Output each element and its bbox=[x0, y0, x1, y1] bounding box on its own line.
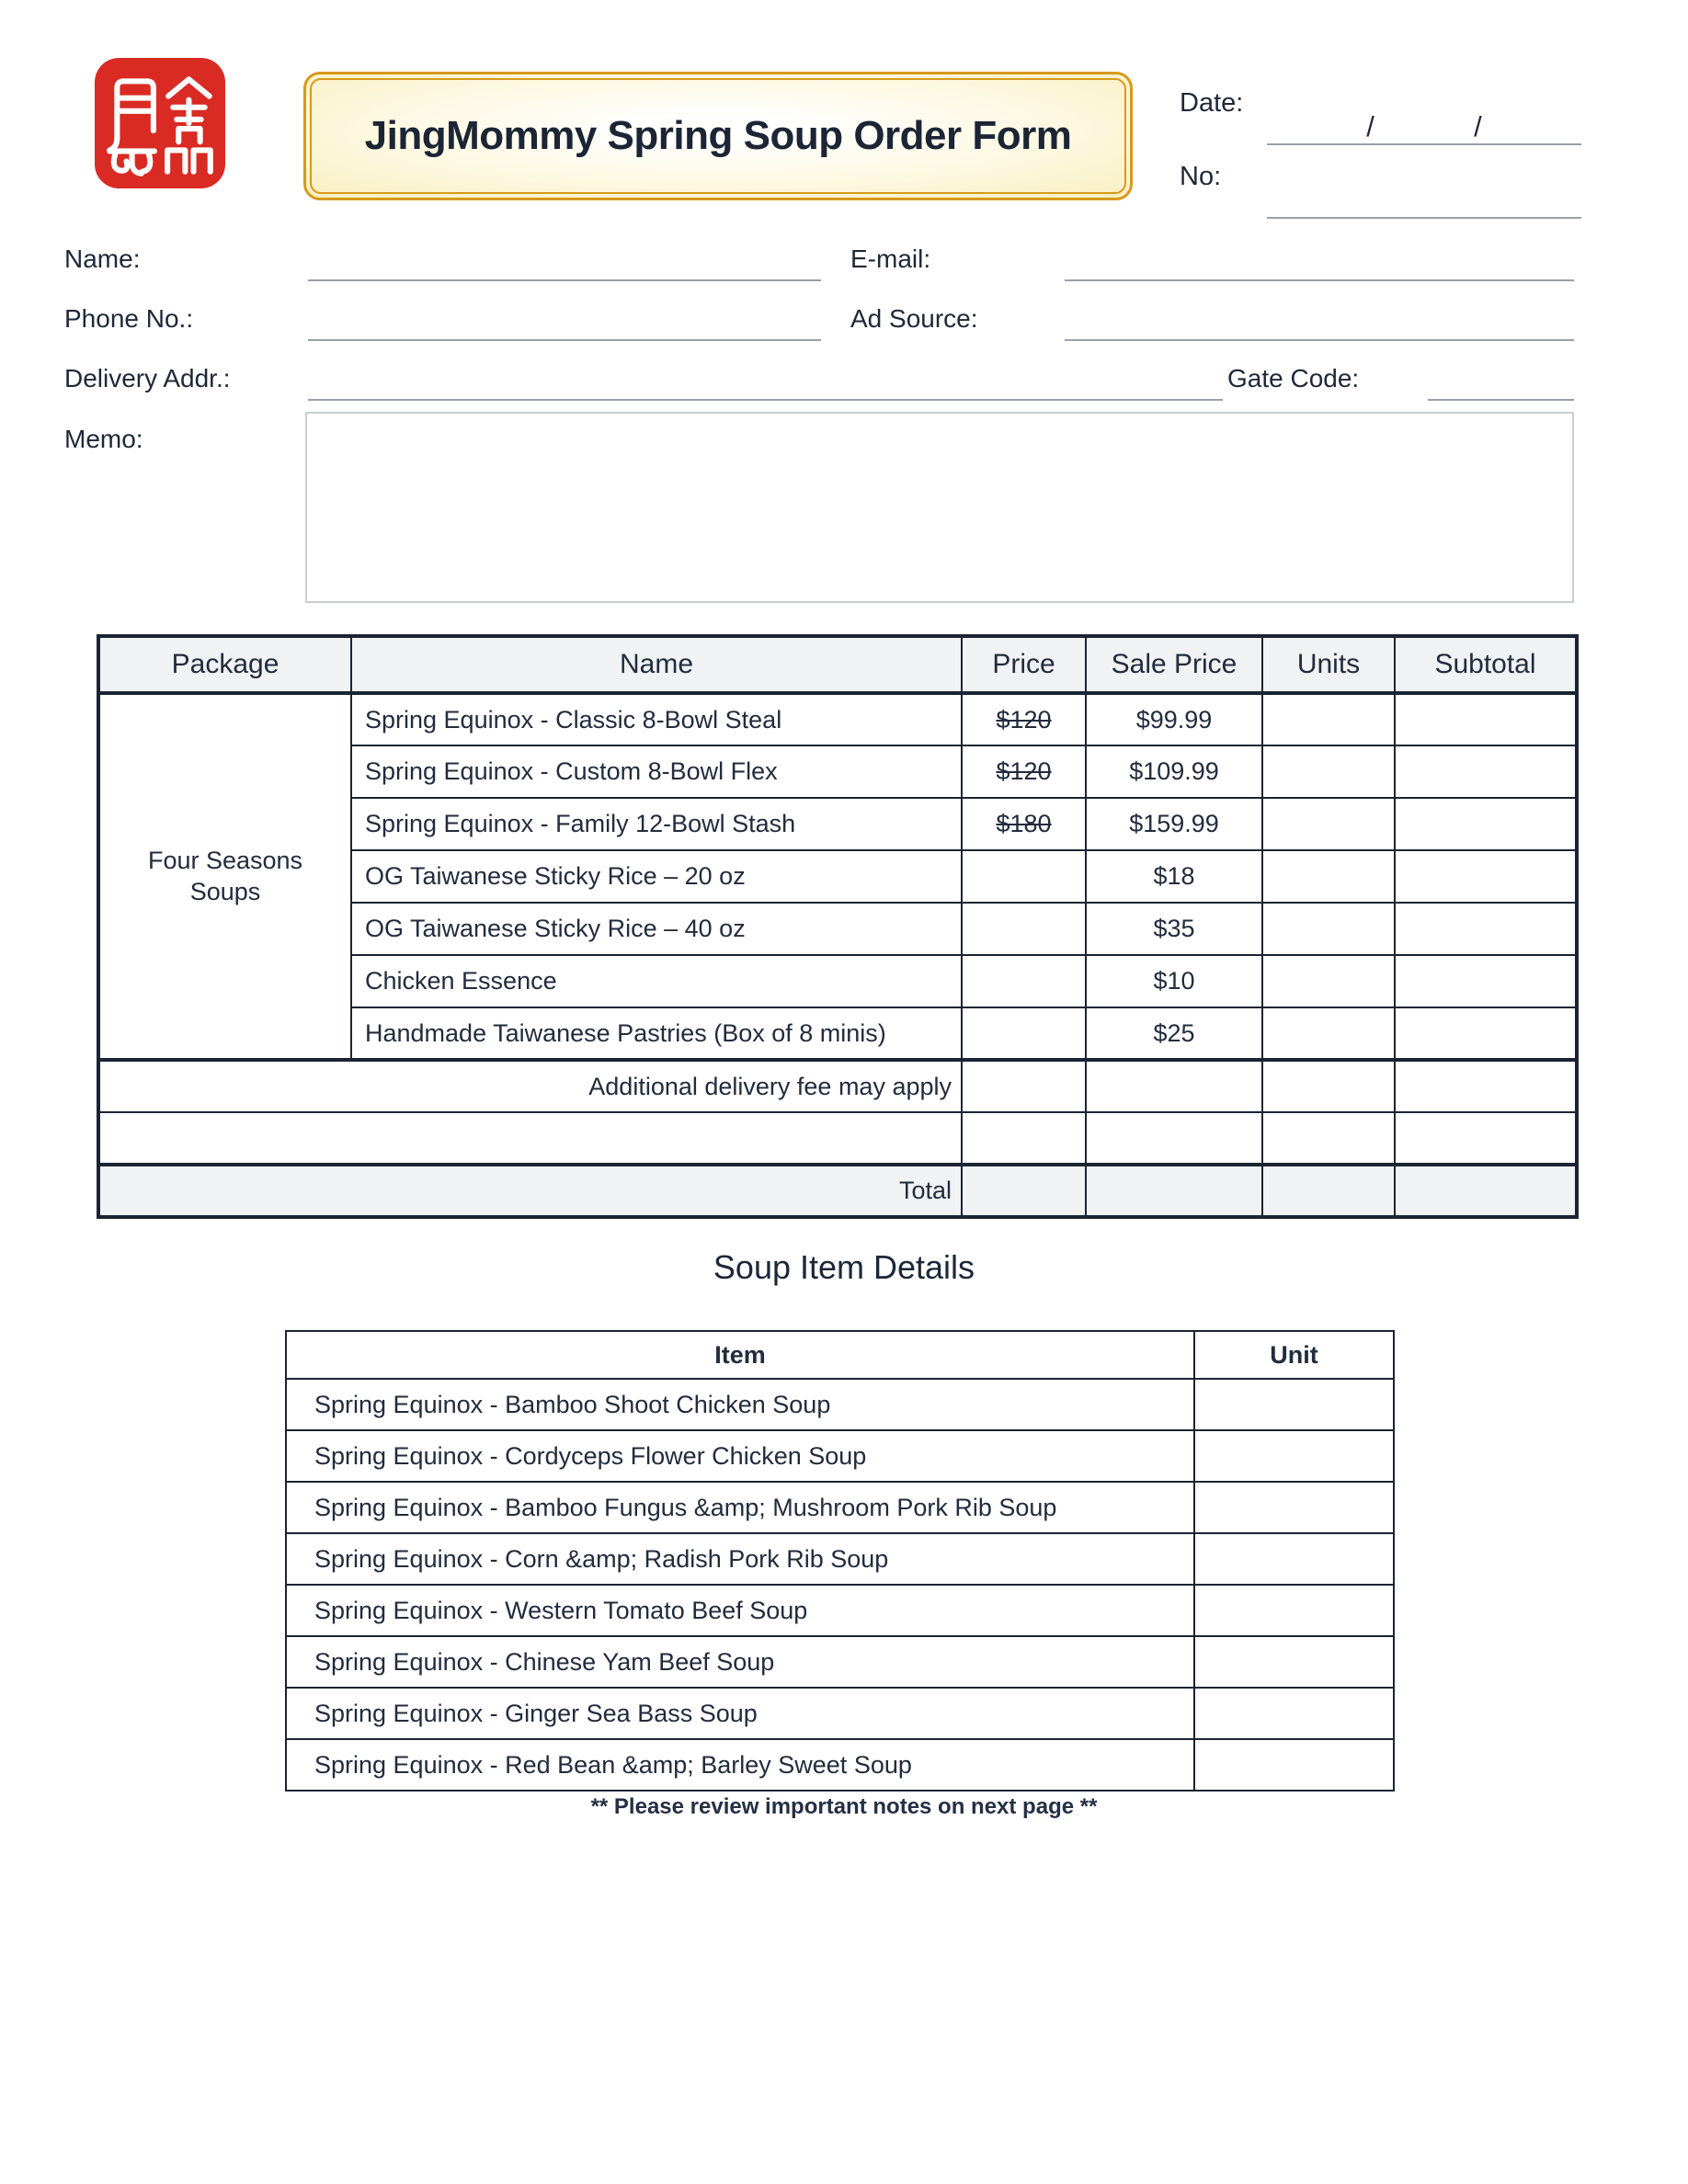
item-name-cell: Spring Equinox - Classic 8-Bowl Steal bbox=[351, 693, 962, 745]
brand-seal-logo bbox=[95, 58, 225, 188]
col-header-package: Package bbox=[98, 636, 351, 693]
unit-cell[interactable] bbox=[1194, 1482, 1394, 1533]
price-cell[interactable] bbox=[962, 1060, 1086, 1112]
subtotal-cell[interactable] bbox=[1395, 955, 1577, 1007]
name-input[interactable] bbox=[308, 241, 821, 281]
col-header-price: Price bbox=[962, 636, 1086, 693]
table-row bbox=[98, 693, 1577, 745]
col-header-item: Item bbox=[286, 1331, 1194, 1379]
price-cell bbox=[962, 955, 1086, 1007]
unit-cell[interactable] bbox=[1194, 1430, 1394, 1482]
title-banner-inner bbox=[310, 78, 1126, 194]
delivery-address-input[interactable] bbox=[308, 360, 1223, 401]
phone-label: Phone No.: bbox=[64, 304, 194, 333]
list-item bbox=[286, 1533, 1394, 1585]
email-input[interactable] bbox=[1065, 241, 1574, 281]
details-section-title: Soup Item Details bbox=[713, 1248, 975, 1286]
col-header-sale-price: Sale Price bbox=[1086, 636, 1262, 693]
item-name-cell: Spring Equinox - Family 12-Bowl Stash bbox=[351, 798, 962, 850]
units-cell[interactable] bbox=[1262, 1060, 1395, 1112]
col-header-units: Units bbox=[1262, 636, 1395, 693]
price-cell: $180 bbox=[962, 798, 1086, 850]
gate-code-label: Gate Code: bbox=[1227, 364, 1360, 392]
price-cell[interactable] bbox=[962, 1112, 1086, 1165]
memo-label: Memo: bbox=[64, 425, 143, 453]
unit-cell[interactable] bbox=[1194, 1739, 1394, 1791]
sale-price-cell: $35 bbox=[1086, 903, 1262, 955]
units-cell[interactable] bbox=[1262, 850, 1395, 903]
no-label: No: bbox=[1180, 162, 1222, 191]
order-table bbox=[97, 634, 1579, 1219]
sale-price-cell: $109.99 bbox=[1086, 745, 1262, 798]
list-item bbox=[286, 1430, 1394, 1482]
list-item bbox=[286, 1688, 1394, 1739]
item-name-cell: Chicken Essence bbox=[351, 955, 962, 1007]
units-cell[interactable] bbox=[1262, 693, 1395, 745]
price-cell bbox=[962, 850, 1086, 903]
units-cell[interactable] bbox=[1262, 1112, 1395, 1165]
subtotal-cell[interactable] bbox=[1395, 1007, 1577, 1060]
ad-source-input[interactable] bbox=[1065, 301, 1574, 341]
page-title: JingMommy Spring Soup Order Form bbox=[364, 113, 1072, 158]
ad-source-label: Ad Source: bbox=[850, 304, 978, 333]
subtotal-cell[interactable] bbox=[1395, 1060, 1577, 1112]
name-label: Name: bbox=[64, 245, 141, 273]
price-cell: $120 bbox=[962, 693, 1086, 745]
gate-code-input[interactable] bbox=[1428, 360, 1574, 401]
details-table bbox=[285, 1330, 1395, 1792]
sale-price-cell: $10 bbox=[1086, 955, 1262, 1007]
details-header-row bbox=[286, 1331, 1394, 1379]
title-banner bbox=[303, 72, 1133, 200]
empty-item-cell[interactable] bbox=[98, 1112, 962, 1165]
soup-item-cell: Spring Equinox - Western Tomato Beef Soup bbox=[286, 1585, 1194, 1636]
soup-item-cell: Spring Equinox - Bamboo Shoot Chicken Soup bbox=[286, 1379, 1194, 1430]
memo-input[interactable] bbox=[305, 412, 1574, 603]
price-cell: $120 bbox=[962, 745, 1086, 798]
list-item bbox=[286, 1636, 1394, 1688]
soup-item-cell: Spring Equinox - Corn &amp; Radish Pork Rib Soup bbox=[286, 1533, 1194, 1585]
units-cell[interactable] bbox=[1262, 955, 1395, 1007]
item-name-cell: Handmade Taiwanese Pastries (Box of 8 minis) bbox=[351, 1007, 962, 1060]
price-cell bbox=[962, 903, 1086, 955]
list-item bbox=[286, 1379, 1394, 1430]
subtotal-cell[interactable] bbox=[1395, 798, 1577, 850]
item-name-cell: OG Taiwanese Sticky Rice – 40 oz bbox=[351, 903, 962, 955]
date-separator: / bbox=[1366, 110, 1374, 142]
col-header-subtotal: Subtotal bbox=[1395, 636, 1577, 693]
subtotal-cell[interactable] bbox=[1395, 1112, 1577, 1165]
subtotal-cell[interactable] bbox=[1395, 693, 1577, 745]
units-cell[interactable] bbox=[1262, 1007, 1395, 1060]
footer-note: ** Please review important notes on next page ** bbox=[590, 1794, 1098, 1819]
subtotal-cell[interactable] bbox=[1395, 745, 1577, 798]
date-input[interactable] bbox=[1267, 92, 1581, 145]
unit-cell[interactable] bbox=[1194, 1585, 1394, 1636]
units-cell[interactable] bbox=[1262, 903, 1395, 955]
units-cell[interactable] bbox=[1262, 745, 1395, 798]
no-input[interactable] bbox=[1267, 171, 1581, 219]
units-cell[interactable] bbox=[1262, 798, 1395, 850]
list-item bbox=[286, 1482, 1394, 1533]
package-group-cell: Four Seasons Soups bbox=[98, 693, 351, 1060]
total-units-cell[interactable] bbox=[1262, 1165, 1395, 1217]
soup-item-cell: Spring Equinox - Bamboo Fungus &amp; Mushroom Pork Rib Soup bbox=[286, 1482, 1194, 1533]
soup-item-cell: Spring Equinox - Cordyceps Flower Chicken Soup bbox=[286, 1430, 1194, 1482]
delivery-address-label: Delivery Addr.: bbox=[64, 364, 231, 392]
soup-item-cell: Spring Equinox - Ginger Sea Bass Soup bbox=[286, 1688, 1194, 1739]
sale-price-cell[interactable] bbox=[1086, 1060, 1262, 1112]
sale-price-cell[interactable] bbox=[1086, 1112, 1262, 1165]
delivery-fee-row bbox=[98, 1060, 1577, 1112]
unit-cell[interactable] bbox=[1194, 1379, 1394, 1430]
sale-price-cell: $159.99 bbox=[1086, 798, 1262, 850]
total-subtotal-cell[interactable] bbox=[1395, 1165, 1577, 1217]
delivery-fee-note: Additional delivery fee may apply bbox=[98, 1060, 962, 1112]
col-header-name: Name bbox=[351, 636, 962, 693]
unit-cell[interactable] bbox=[1194, 1688, 1394, 1739]
unit-cell[interactable] bbox=[1194, 1636, 1394, 1688]
list-item bbox=[286, 1739, 1394, 1791]
email-label: E-mail: bbox=[850, 245, 931, 273]
order-table-header-row bbox=[98, 636, 1577, 693]
total-label: Total bbox=[98, 1165, 962, 1217]
subtotal-cell[interactable] bbox=[1395, 850, 1577, 903]
date-label: Date: bbox=[1180, 88, 1244, 118]
col-header-unit: Unit bbox=[1194, 1331, 1394, 1379]
list-item bbox=[286, 1585, 1394, 1636]
soup-item-cell: Spring Equinox - Chinese Yam Beef Soup bbox=[286, 1636, 1194, 1688]
phone-input[interactable] bbox=[308, 301, 821, 341]
sale-price-cell: $99.99 bbox=[1086, 693, 1262, 745]
seal-icon bbox=[95, 58, 225, 188]
total-price-cell[interactable] bbox=[962, 1165, 1086, 1217]
item-name-cell: OG Taiwanese Sticky Rice – 20 oz bbox=[351, 850, 962, 903]
item-name-cell: Spring Equinox - Custom 8-Bowl Flex bbox=[351, 745, 962, 798]
date-separator: / bbox=[1474, 110, 1482, 142]
total-sale-price-cell[interactable] bbox=[1086, 1165, 1262, 1217]
unit-cell[interactable] bbox=[1194, 1533, 1394, 1585]
total-row bbox=[98, 1165, 1577, 1217]
sale-price-cell: $18 bbox=[1086, 850, 1262, 903]
subtotal-cell[interactable] bbox=[1395, 903, 1577, 955]
sale-price-cell: $25 bbox=[1086, 1007, 1262, 1060]
soup-item-cell: Spring Equinox - Red Bean &amp; Barley Sweet Soup bbox=[286, 1739, 1194, 1791]
empty-row bbox=[98, 1112, 1577, 1165]
price-cell bbox=[962, 1007, 1086, 1060]
